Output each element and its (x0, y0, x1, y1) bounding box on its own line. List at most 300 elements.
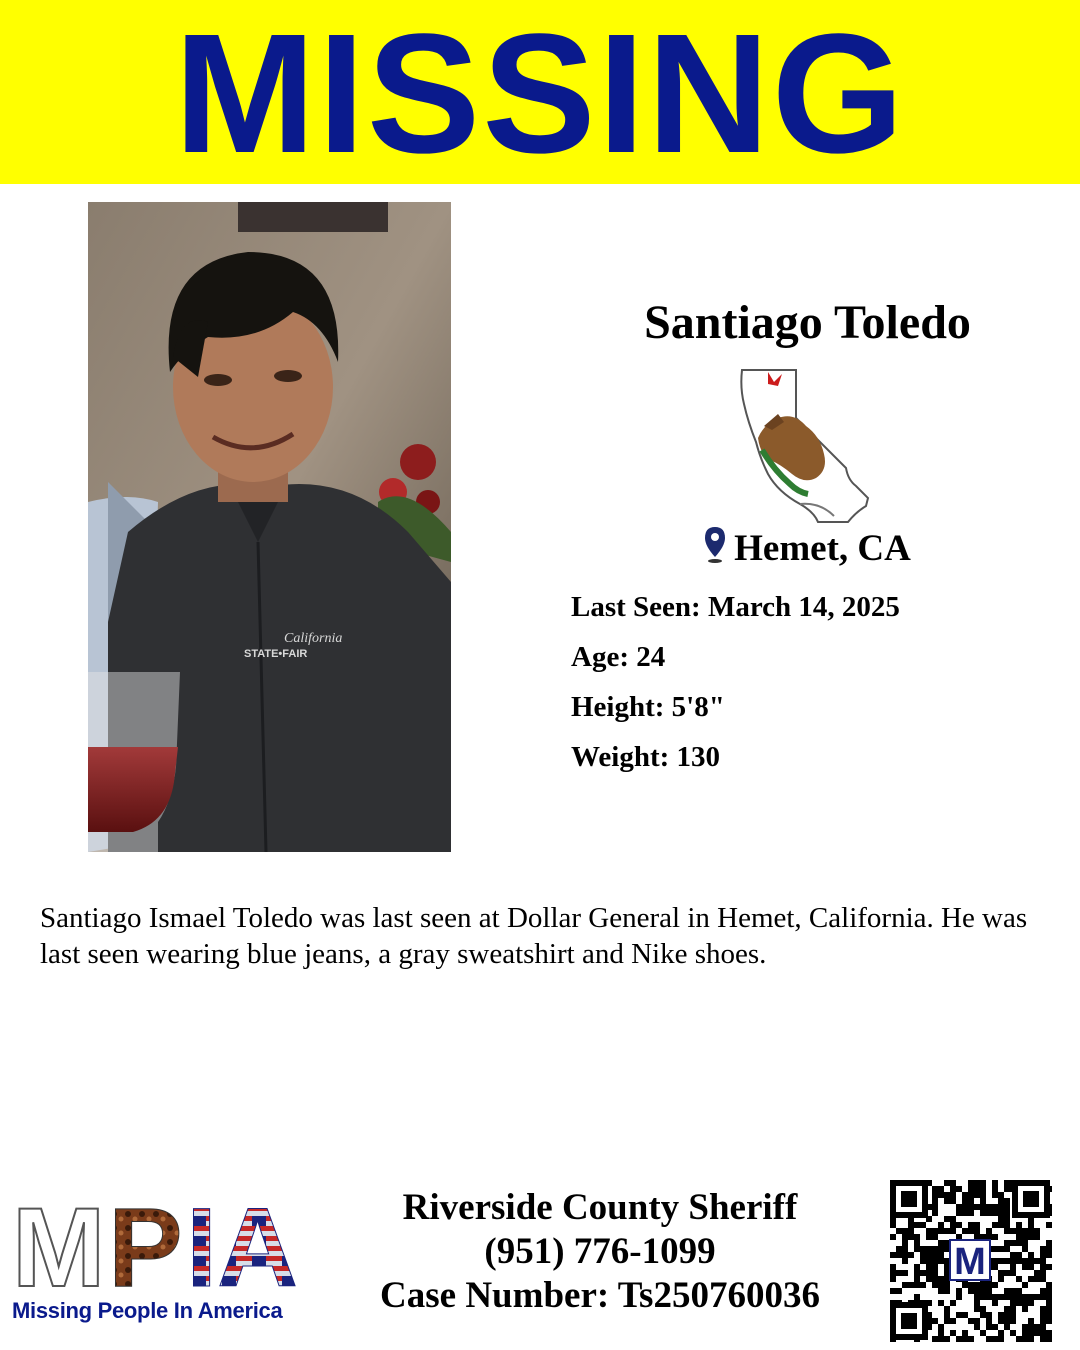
qr-module (932, 1192, 938, 1198)
qr-module (986, 1324, 992, 1330)
qr-module (1016, 1336, 1022, 1342)
age: Age: 24 (571, 641, 666, 673)
qr-module (944, 1228, 950, 1234)
qr-module (938, 1324, 944, 1330)
shirt-logo-line1: California (284, 631, 343, 646)
qr-module (956, 1312, 962, 1318)
qr-module (1028, 1318, 1034, 1324)
qr-module (890, 1234, 896, 1240)
qr-module (938, 1222, 944, 1228)
qr-module (920, 1252, 926, 1258)
qr-module (932, 1276, 938, 1282)
qr-module (1010, 1312, 1016, 1318)
qr-module (1016, 1252, 1022, 1258)
qr-module (938, 1192, 944, 1198)
qr-module (956, 1288, 962, 1294)
qr-module (914, 1234, 920, 1240)
qr-module (956, 1336, 962, 1342)
qr-module (968, 1288, 974, 1294)
qr-module (1010, 1318, 1016, 1324)
qr-module (998, 1318, 1004, 1324)
qr-module (932, 1258, 938, 1264)
qr-module (998, 1210, 1004, 1216)
qr-module (968, 1336, 974, 1342)
qr-module (938, 1258, 944, 1264)
qr-module (1016, 1276, 1022, 1282)
qr-module (950, 1180, 956, 1186)
qr-module (902, 1270, 908, 1276)
qr-module (992, 1258, 998, 1264)
qr-module (1034, 1258, 1040, 1264)
qr-module (902, 1282, 908, 1288)
qr-module (1046, 1306, 1052, 1312)
qr-module (950, 1318, 956, 1324)
qr-module (1004, 1306, 1010, 1312)
qr-module (1022, 1336, 1028, 1342)
qr-module (926, 1252, 932, 1258)
qr-module (1040, 1306, 1046, 1312)
qr-module (944, 1336, 950, 1342)
qr-module (1028, 1336, 1034, 1342)
qr-module (938, 1288, 944, 1294)
qr-module (1022, 1294, 1028, 1300)
qr-module (980, 1330, 986, 1336)
qr-module (980, 1210, 986, 1216)
last-seen-date: Last Seen: March 14, 2025 (571, 591, 900, 623)
qr-module (968, 1180, 974, 1186)
qr-module (908, 1228, 914, 1234)
qr-module (1046, 1252, 1052, 1258)
qr-module (926, 1264, 932, 1270)
qr-module (992, 1180, 998, 1186)
qr-module (908, 1282, 914, 1288)
qr-module (1028, 1264, 1034, 1270)
qr-module (968, 1228, 974, 1234)
qr-module (1010, 1294, 1016, 1300)
qr-module (932, 1234, 938, 1240)
qr-module (992, 1324, 998, 1330)
qr-module (998, 1294, 1004, 1300)
qr-module (950, 1186, 956, 1192)
logo-letter-p: P (108, 1196, 183, 1296)
qr-module (902, 1252, 908, 1258)
qr-module (1010, 1288, 1016, 1294)
qr-module (944, 1318, 950, 1324)
qr-module (1040, 1336, 1046, 1342)
qr-module (902, 1246, 908, 1252)
qr-module (974, 1306, 980, 1312)
qr-module (1046, 1294, 1052, 1300)
qr-module (932, 1210, 938, 1216)
qr-module (974, 1180, 980, 1186)
qr-module (974, 1228, 980, 1234)
qr-module (974, 1192, 980, 1198)
qr-module (962, 1312, 968, 1318)
qr-module (962, 1210, 968, 1216)
qr-module (1016, 1234, 1022, 1240)
qr-module (932, 1270, 938, 1276)
qr-module (914, 1240, 920, 1246)
qr-module (1046, 1222, 1052, 1228)
qr-module (1010, 1252, 1016, 1258)
qr-module (998, 1216, 1004, 1222)
qr-module (914, 1264, 920, 1270)
qr-module (1022, 1306, 1028, 1312)
qr-module (980, 1294, 986, 1300)
qr-module (962, 1330, 968, 1336)
case-number: Case Number: Ts250760036 (380, 1275, 820, 1316)
qr-module (968, 1210, 974, 1216)
qr-center-letter: M (954, 1241, 986, 1283)
qr-module (986, 1312, 992, 1318)
qr-module (1040, 1318, 1046, 1324)
qr-module (1028, 1252, 1034, 1258)
qr-module (986, 1336, 992, 1342)
qr-module (956, 1186, 962, 1192)
qr-module (950, 1228, 956, 1234)
qr-module (1022, 1228, 1028, 1234)
qr-module (1004, 1210, 1010, 1216)
qr-module (1028, 1234, 1034, 1240)
qr-module (1016, 1294, 1022, 1300)
qr-module (1028, 1300, 1034, 1306)
qr-module (1028, 1294, 1034, 1300)
qr-module (980, 1186, 986, 1192)
qr-module (980, 1192, 986, 1198)
qr-module (986, 1282, 992, 1288)
banner-title: MISSING (174, 0, 906, 189)
qr-module (926, 1258, 932, 1264)
qr-module (1022, 1264, 1028, 1270)
qr-module (968, 1204, 974, 1210)
qr-module (1022, 1240, 1028, 1246)
qr-module (932, 1282, 938, 1288)
qr-module (920, 1246, 926, 1252)
qr-module (932, 1336, 938, 1342)
qr-module (956, 1204, 962, 1210)
qr-module (950, 1192, 956, 1198)
qr-module (1010, 1300, 1016, 1306)
qr-module (950, 1216, 956, 1222)
qr-module (1004, 1318, 1010, 1324)
qr-module (992, 1222, 998, 1228)
qr-module (968, 1198, 974, 1204)
qr-module (986, 1228, 992, 1234)
qr-module (962, 1198, 968, 1204)
qr-module (896, 1252, 902, 1258)
map-pin-icon (704, 526, 726, 564)
qr-module (896, 1246, 902, 1252)
qr-module (932, 1186, 938, 1192)
qr-module (986, 1294, 992, 1300)
qr-module (932, 1246, 938, 1252)
qr-module (890, 1252, 896, 1258)
qr-module (938, 1246, 944, 1252)
qr-module (1040, 1264, 1046, 1270)
california-flag-map-icon (738, 366, 874, 526)
qr-code-icon[interactable] (888, 1178, 1052, 1342)
qr-module (920, 1258, 926, 1264)
qr-module (1004, 1198, 1010, 1204)
qr-module (932, 1318, 938, 1324)
qr-module (1022, 1324, 1028, 1330)
qr-module (974, 1300, 980, 1306)
missing-person-photo (88, 202, 451, 852)
qr-module (1046, 1318, 1052, 1324)
qr-module (1040, 1288, 1046, 1294)
qr-module (1016, 1222, 1022, 1228)
qr-module (1022, 1282, 1028, 1288)
qr-module (956, 1294, 962, 1300)
qr-module (1010, 1240, 1016, 1246)
location-text: Hemet, CA (734, 528, 911, 569)
qr-module (896, 1270, 902, 1276)
qr-module (902, 1234, 908, 1240)
qr-module (992, 1282, 998, 1288)
qr-module (1010, 1306, 1016, 1312)
qr-module (926, 1270, 932, 1276)
qr-module (974, 1294, 980, 1300)
contact-info (345, 1186, 855, 1318)
qr-module (986, 1204, 992, 1210)
qr-module (914, 1276, 920, 1282)
qr-module (896, 1288, 902, 1294)
qr-module (1034, 1228, 1040, 1234)
qr-module (1046, 1264, 1052, 1270)
qr-module (1016, 1228, 1022, 1234)
qr-module (920, 1270, 926, 1276)
qr-module (992, 1234, 998, 1240)
qr-module (1046, 1330, 1052, 1336)
qr-module (1046, 1246, 1052, 1252)
qr-module (944, 1180, 950, 1186)
qr-module (1028, 1330, 1034, 1336)
qr-module (908, 1252, 914, 1258)
qr-module (938, 1336, 944, 1342)
qr-module (1046, 1312, 1052, 1318)
qr-module (998, 1222, 1004, 1228)
qr-module (944, 1192, 950, 1198)
qr-module (938, 1252, 944, 1258)
qr-module (926, 1228, 932, 1234)
qr-module (968, 1192, 974, 1198)
qr-module (944, 1198, 950, 1204)
qr-module (1034, 1270, 1040, 1276)
qr-module (968, 1318, 974, 1324)
qr-module (1004, 1186, 1010, 1192)
qr-module (1040, 1294, 1046, 1300)
qr-module (1016, 1300, 1022, 1306)
qr-module (962, 1192, 968, 1198)
qr-module (950, 1198, 956, 1204)
qr-module (998, 1258, 1004, 1264)
qr-module (974, 1324, 980, 1330)
qr-module (1010, 1330, 1016, 1336)
qr-module (992, 1294, 998, 1300)
qr-module (998, 1276, 1004, 1282)
qr-module (914, 1246, 920, 1252)
qr-module (890, 1222, 896, 1228)
qr-module (1022, 1330, 1028, 1336)
qr-module (932, 1204, 938, 1210)
qr-module (920, 1222, 926, 1228)
qr-module (998, 1312, 1004, 1318)
case-description: Santiago Ismael Toledo was last seen at Dollar General in Hemet, California. He was last seen wearing blue jeans, a gray sweatshirt and Nike shoes. (40, 902, 1028, 970)
qr-module (938, 1276, 944, 1282)
qr-module (992, 1210, 998, 1216)
agency-phone: (951) 776-1099 (484, 1231, 716, 1272)
qr-module (998, 1330, 1004, 1336)
qr-module (962, 1336, 968, 1342)
qr-module (938, 1300, 944, 1306)
qr-module (1010, 1228, 1016, 1234)
qr-module (980, 1204, 986, 1210)
qr-module (998, 1270, 1004, 1276)
qr-module (1040, 1246, 1046, 1252)
qr-module (1028, 1324, 1034, 1330)
qr-module (938, 1186, 944, 1192)
qr-module (1034, 1330, 1040, 1336)
qr-module (1040, 1312, 1046, 1318)
qr-module (890, 1276, 896, 1282)
qr-module (938, 1228, 944, 1234)
qr-module (1028, 1222, 1034, 1228)
qr-module (1004, 1294, 1010, 1300)
qr-module (902, 1228, 908, 1234)
qr-module (938, 1240, 944, 1246)
qr-module (1034, 1276, 1040, 1282)
qr-module (974, 1222, 980, 1228)
qr-module (1034, 1234, 1040, 1240)
qr-module (1004, 1288, 1010, 1294)
qr-module (968, 1222, 974, 1228)
qr-module (1016, 1288, 1022, 1294)
qr-module (980, 1312, 986, 1318)
qr-module (1004, 1258, 1010, 1264)
qr-module (1004, 1240, 1010, 1246)
qr-module (1034, 1324, 1040, 1330)
qr-module (1046, 1336, 1052, 1342)
logo-letters-ia: IA (186, 1196, 298, 1296)
logo-letter-m: M (12, 1196, 106, 1296)
qr-module (932, 1252, 938, 1258)
logo-caption: Missing People In America (12, 1298, 283, 1323)
qr-module (926, 1276, 932, 1282)
qr-module (914, 1282, 920, 1288)
qr-module (1022, 1258, 1028, 1264)
person-details (571, 582, 900, 782)
qr-module (926, 1234, 932, 1240)
qr-module (1040, 1324, 1046, 1330)
qr-module (974, 1186, 980, 1192)
qr-module (986, 1288, 992, 1294)
qr-module (986, 1318, 992, 1324)
qr-module (1004, 1228, 1010, 1234)
qr-module (938, 1282, 944, 1288)
qr-module (980, 1198, 986, 1204)
qr-module (908, 1234, 914, 1240)
qr-module (914, 1270, 920, 1276)
qr-module (980, 1288, 986, 1294)
qr-module (944, 1306, 950, 1312)
qr-module (998, 1246, 1004, 1252)
qr-module (1004, 1246, 1010, 1252)
agency-name: Riverside County Sheriff (402, 1187, 798, 1228)
qr-module (956, 1210, 962, 1216)
qr-module (932, 1198, 938, 1204)
qr-module (950, 1300, 956, 1306)
qr-module (992, 1246, 998, 1252)
qr-module (902, 1240, 908, 1246)
qr-module (974, 1318, 980, 1324)
qr-module (1028, 1228, 1034, 1234)
qr-module (1010, 1258, 1016, 1264)
qr-module (962, 1228, 968, 1234)
qr-module (986, 1210, 992, 1216)
qr-module (914, 1294, 920, 1300)
qr-module (998, 1204, 1004, 1210)
qr-module (1040, 1252, 1046, 1258)
qr-module (992, 1264, 998, 1270)
qr-module (1040, 1258, 1046, 1264)
qr-module (890, 1288, 896, 1294)
weight: Weight: 130 (571, 741, 721, 773)
qr-module (974, 1288, 980, 1294)
qr-module (980, 1180, 986, 1186)
qr-module (950, 1330, 956, 1336)
qr-module (980, 1306, 986, 1312)
person-name: Santiago Toledo (644, 296, 971, 349)
qr-module (1040, 1276, 1046, 1282)
qr-module (1016, 1258, 1022, 1264)
qr-module (1022, 1300, 1028, 1306)
height: Height: 5'8" (571, 691, 725, 723)
qr-module (1004, 1222, 1010, 1228)
qr-module (1004, 1324, 1010, 1330)
missing-banner (0, 0, 1080, 189)
qr-module (968, 1186, 974, 1192)
qr-module (1004, 1216, 1010, 1222)
qr-module (992, 1204, 998, 1210)
qr-module (926, 1246, 932, 1252)
qr-module (992, 1192, 998, 1198)
qr-module (896, 1228, 902, 1234)
qr-module (1046, 1282, 1052, 1288)
qr-module (950, 1222, 956, 1228)
qr-module (890, 1270, 896, 1276)
qr-module (1034, 1294, 1040, 1300)
qr-module (1040, 1330, 1046, 1336)
qr-module (998, 1336, 1004, 1342)
qr-module (992, 1186, 998, 1192)
qr-module (944, 1288, 950, 1294)
qr-module (890, 1264, 896, 1270)
qr-module (932, 1228, 938, 1234)
qr-module (1004, 1270, 1010, 1276)
qr-module (962, 1204, 968, 1210)
qr-module (1004, 1312, 1010, 1318)
qr-module (998, 1192, 1004, 1198)
qr-module (956, 1222, 962, 1228)
qr-module (992, 1300, 998, 1306)
qr-module (1046, 1240, 1052, 1246)
location (560, 526, 1055, 571)
qr-module (920, 1282, 926, 1288)
qr-module (938, 1330, 944, 1336)
qr-module (1010, 1264, 1016, 1270)
qr-module (1016, 1240, 1022, 1246)
qr-module (1028, 1258, 1034, 1264)
